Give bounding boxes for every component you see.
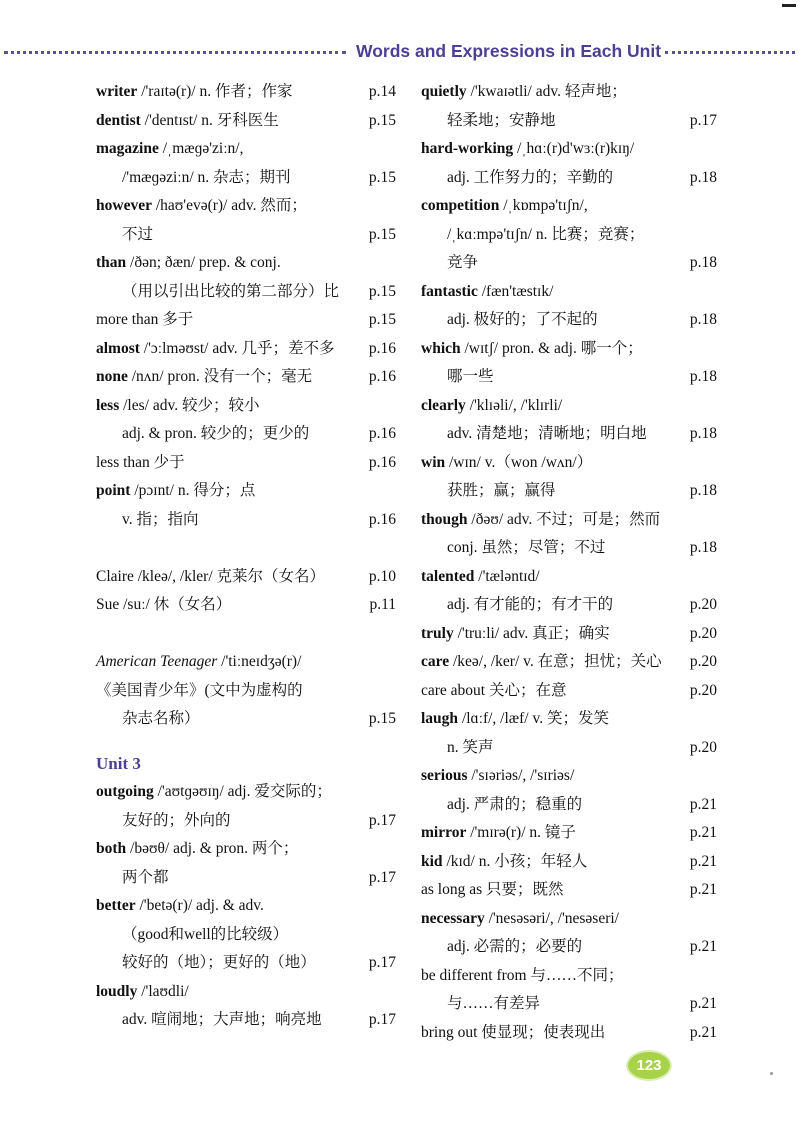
definition: v. 指；指向 [122, 510, 199, 528]
entry-line [421, 135, 717, 164]
entry-line [96, 563, 396, 592]
definition: /ðən; ðæn/ prep. & conj. [126, 254, 281, 271]
corner-mark [782, 4, 796, 7]
definition: /ˌmæɡə'ziːn/, [158, 140, 244, 157]
headword: clearly [421, 396, 466, 414]
definition: /les/ adv. 较少；较小 [119, 396, 260, 414]
definition: /fæn'tæstɪk/ [477, 282, 554, 300]
entry-line [96, 591, 396, 620]
spacer [96, 734, 396, 750]
unit-3-heading: Unit 3 [96, 753, 141, 773]
entry-line [96, 107, 396, 136]
definition: /'sɪəriəs/, /'sɪriəs/ [467, 767, 575, 784]
definition: adj. 极好的；了不起的 [447, 311, 598, 328]
page-ref: p.15 [368, 282, 396, 300]
page-ref: p.17 [368, 1011, 396, 1028]
page-ref: p.17 [368, 954, 396, 971]
entry-line [96, 506, 396, 535]
left-column [96, 78, 396, 1035]
definition: 《美国青少年》(文中为虚构的 [96, 681, 303, 699]
entry-line [421, 392, 717, 421]
entry-line [421, 563, 717, 592]
definition: 不过 [122, 225, 154, 243]
magazine-entry [96, 648, 396, 734]
page-ref: p.17 [689, 111, 717, 129]
header-dots-right [665, 51, 795, 54]
entry-line [421, 477, 717, 506]
entry-line [421, 620, 717, 649]
headword: loudly [96, 982, 138, 1000]
headword: writer [96, 83, 138, 100]
entry-line [96, 221, 396, 250]
definition: /'laʊdli/ [137, 982, 189, 1000]
page-ref: p.16 [368, 453, 396, 471]
definition: /wɪn/ v.（won /wʌn/） [445, 453, 593, 471]
page-ref: p.18 [689, 168, 717, 186]
headword: necessary [421, 909, 485, 927]
definition: /lɑːf/, /læf/ v. 笑；发笑 [458, 710, 609, 727]
definition: 较好的（地）；更好的（地） [122, 954, 316, 971]
definition: /'dentɪst/ n. 牙科医生 [140, 111, 279, 129]
entry-line [421, 335, 717, 364]
page-ref: p.21 [689, 881, 717, 898]
entry-line [96, 449, 396, 478]
definition: /haʊ'evə(r)/ adv. 然而； [151, 197, 307, 214]
page-ref: p.21 [689, 852, 717, 870]
page-ref: p.15 [368, 710, 396, 727]
spacer [96, 620, 396, 649]
headword: competition [421, 197, 500, 214]
headword: hard-working [421, 140, 514, 157]
entry-line [421, 933, 717, 962]
page-ref: p.20 [689, 596, 717, 613]
entry-line [96, 278, 396, 307]
entry-line [421, 249, 717, 278]
entry-line [421, 420, 717, 449]
definition: Claire /kleə/, /kler/ 克莱尔（女名） [96, 567, 326, 585]
entry-line [421, 705, 717, 734]
page-ref: p.21 [689, 1023, 717, 1041]
unit-3-vocab-list [96, 778, 396, 1035]
page-header [0, 40, 800, 64]
page-ref: p.20 [689, 738, 717, 756]
definition: /ðəʊ/ adv. 不过；可是；然而 [467, 510, 661, 528]
definition: adv. 喧闹地；大声地；响亮地 [122, 1011, 322, 1028]
definition: n. 笑声 [447, 738, 494, 756]
page-ref: p.18 [689, 539, 717, 556]
definition: care about 关心；在意 [421, 681, 567, 699]
definition: /'kwaɪətli/ adv. 轻声地； [466, 83, 627, 100]
definition: adj. 严肃的；稳重的 [447, 795, 583, 813]
entry-line [96, 778, 396, 807]
definition: /'betə(r)/ adj. & adv. [135, 897, 264, 914]
definition: Sue /suː/ 休（女名） [96, 596, 232, 613]
entry-line [421, 221, 717, 250]
entry-line [96, 1006, 396, 1035]
page-ref: p.16 [368, 510, 396, 528]
entry-line [96, 949, 396, 978]
page-ref: p.15 [368, 111, 396, 129]
page-ref: p.16 [368, 339, 396, 357]
headword: fantastic [421, 282, 478, 300]
definition: （用以引出比较的第二部分）比 [122, 282, 340, 300]
entry-line [421, 107, 717, 136]
headword: win [421, 453, 446, 471]
header-dots-left [4, 51, 346, 54]
entry-line [96, 420, 396, 449]
entry-line [421, 677, 717, 706]
definition: /'mæɡəziːn/ n. 杂志；期刊 [122, 168, 291, 186]
page-ref: p.11 [369, 596, 396, 613]
entry-line [421, 905, 717, 934]
page-ref: p.15 [368, 168, 396, 186]
page-ref: p.18 [689, 311, 717, 328]
headword: dentist [96, 111, 141, 129]
page-ref: p.15 [368, 311, 396, 328]
definition: （good和well的比较级） [122, 925, 289, 943]
entry-line [421, 449, 717, 478]
definition: adj. 有才能的；有才干的 [447, 596, 614, 613]
headword: none [96, 368, 128, 385]
entry-line [96, 677, 396, 706]
entry-line [96, 477, 396, 506]
entry-line [421, 990, 717, 1019]
entry-line [421, 278, 717, 307]
definition: adv. 清楚地；清晰地；明白地 [447, 425, 647, 442]
definition: 竞争 [447, 254, 479, 271]
entry-line [96, 921, 396, 950]
left-vocab-list [96, 78, 396, 534]
entry-line [421, 192, 717, 221]
headword: talented [421, 567, 475, 585]
page-ref: p.14 [368, 83, 396, 100]
header-title: Words and Expressions in Each Unit [356, 41, 662, 61]
definition: /bəʊθ/ adj. & pron. 两个； [126, 840, 299, 857]
definition: adj. 必需的；必要的 [447, 938, 583, 955]
headword: mirror [421, 824, 467, 841]
right-column [421, 78, 717, 1047]
definition: /keə/, /ker/ v. 在意；担忧；关心 [449, 653, 662, 670]
entry-line [421, 306, 717, 335]
headword: kid [421, 852, 443, 870]
entry-line [421, 819, 717, 848]
entry-line [96, 705, 396, 734]
entry-line [421, 876, 717, 905]
page-ref: p.20 [689, 681, 717, 699]
definition: /wɪtʃ/ pron. & adj. 哪一个； [460, 339, 643, 357]
definition: 哪一些 [447, 368, 494, 385]
entry-line [421, 591, 717, 620]
definition: /'raɪtə(r)/ n. 作者；作家 [137, 83, 293, 100]
entry-line [96, 835, 396, 864]
headword: though [421, 510, 468, 528]
page-ref: p.20 [689, 653, 717, 670]
definition: /pɔɪnt/ n. 得分；点 [130, 482, 256, 499]
headword: better [96, 897, 136, 914]
definition: adj. 工作努力的；辛勤的 [447, 168, 614, 186]
title-italic: American Teenager [96, 653, 218, 670]
entry-line [96, 249, 396, 278]
definition: 获胜；赢；赢得 [447, 482, 556, 499]
definition: /'ɔːlməʊst/ adv. 几乎；差不多 [139, 339, 335, 357]
entry-line [421, 363, 717, 392]
definition: bring out 使显现；使表现出 [421, 1023, 606, 1041]
entry-line [96, 164, 396, 193]
headword: almost [96, 339, 140, 357]
headword: care [421, 653, 450, 670]
definition: /'truːli/ adv. 真正；确实 [453, 624, 610, 642]
headword: truly [421, 624, 454, 642]
entry-line [96, 135, 396, 164]
page-ref: p.18 [689, 254, 717, 271]
headword: magazine [96, 140, 159, 157]
entry-line [421, 648, 717, 677]
definition: 轻柔地；安静地 [447, 111, 556, 129]
headword: which [421, 339, 461, 357]
page-ref: p.17 [368, 868, 396, 886]
definition: /ˌhɑː(r)d'wɜː(r)kɪŋ/ [513, 140, 635, 157]
definition: /'tiːneɪdʒə(r)/ [217, 653, 302, 670]
definition: /ˌkɒmpə'tɪʃn/, [499, 197, 588, 214]
definition: be different from 与……不同； [421, 966, 624, 984]
definition: /'nesəsəri/, /'nesəseri/ [484, 909, 619, 927]
page-number-badge: 123 [628, 1052, 670, 1079]
entry-line [96, 807, 396, 836]
headword: both [96, 840, 127, 857]
entry-line [96, 978, 396, 1007]
definition: /'aʊtɡəʊɪŋ/ adj. 爱交际的； [153, 783, 332, 800]
page-ref: p.17 [368, 811, 396, 829]
definition: 友好的；外向的 [122, 811, 231, 829]
names-list [96, 563, 396, 620]
page-ref: p.21 [689, 824, 717, 841]
headword: less [96, 396, 120, 414]
entry-line [421, 962, 717, 991]
entry-line [421, 164, 717, 193]
definition: more than 多于 [96, 311, 194, 328]
definition: less than 少于 [96, 453, 185, 471]
definition: /ˌkɑːmpə'tɪʃn/ n. 比赛；竞赛； [447, 225, 645, 243]
entry-line [96, 78, 396, 107]
page-ref: p.16 [368, 368, 396, 385]
page-ref: p.21 [689, 795, 717, 813]
headword: outgoing [96, 783, 154, 800]
entry-line [96, 648, 396, 677]
definition: /nʌn/ pron. 没有一个；毫无 [127, 368, 313, 385]
headword: laugh [421, 710, 459, 727]
entry-line [96, 864, 396, 893]
entry-line [96, 335, 396, 364]
definition: as long as 只要；既然 [421, 881, 564, 898]
entry-line [96, 306, 396, 335]
entry-line [96, 363, 396, 392]
entry-line [421, 534, 717, 563]
page-ref: p.18 [689, 425, 717, 442]
entry-line [96, 192, 396, 221]
entry-line [96, 392, 396, 421]
page-ref: p.18 [689, 482, 717, 499]
entry-line [421, 734, 717, 763]
entry-line [421, 762, 717, 791]
definition: /'klɪəli/, /'klɪrli/ [465, 396, 563, 414]
page-ref: p.15 [368, 225, 396, 243]
entry-line [96, 892, 396, 921]
headword: however [96, 197, 152, 214]
entry-line [421, 78, 717, 107]
definition: 杂志名称） [122, 710, 200, 727]
headword: than [96, 254, 127, 271]
spacer [96, 534, 396, 563]
definition: conj. 虽然；尽管；不过 [447, 539, 606, 556]
definition: adj. & pron. 较少的；更少的 [122, 425, 310, 442]
page-ref: p.21 [689, 995, 717, 1012]
definition: /'mɪrə(r)/ n. 镜子 [466, 824, 576, 841]
headword: serious [421, 767, 468, 784]
entry-line [421, 848, 717, 877]
page-ref: p.18 [689, 368, 717, 385]
headword: quietly [421, 83, 467, 100]
page-ref: p.20 [689, 624, 717, 642]
definition: /'tæləntɪd/ [474, 567, 540, 585]
entry-line [421, 791, 717, 820]
definition: 两个都 [122, 868, 169, 886]
headword: point [96, 482, 131, 499]
entry-line [421, 1019, 717, 1048]
page-ref: p.21 [689, 938, 717, 955]
entry-line [421, 506, 717, 535]
right-vocab-list [421, 78, 717, 1047]
page-ref: p.10 [368, 567, 396, 585]
page-ref: p.16 [368, 425, 396, 442]
definition: /kɪd/ n. 小孩；年轻人 [442, 852, 588, 870]
definition: 与……有差异 [447, 995, 541, 1012]
print-speck [770, 1072, 773, 1075]
